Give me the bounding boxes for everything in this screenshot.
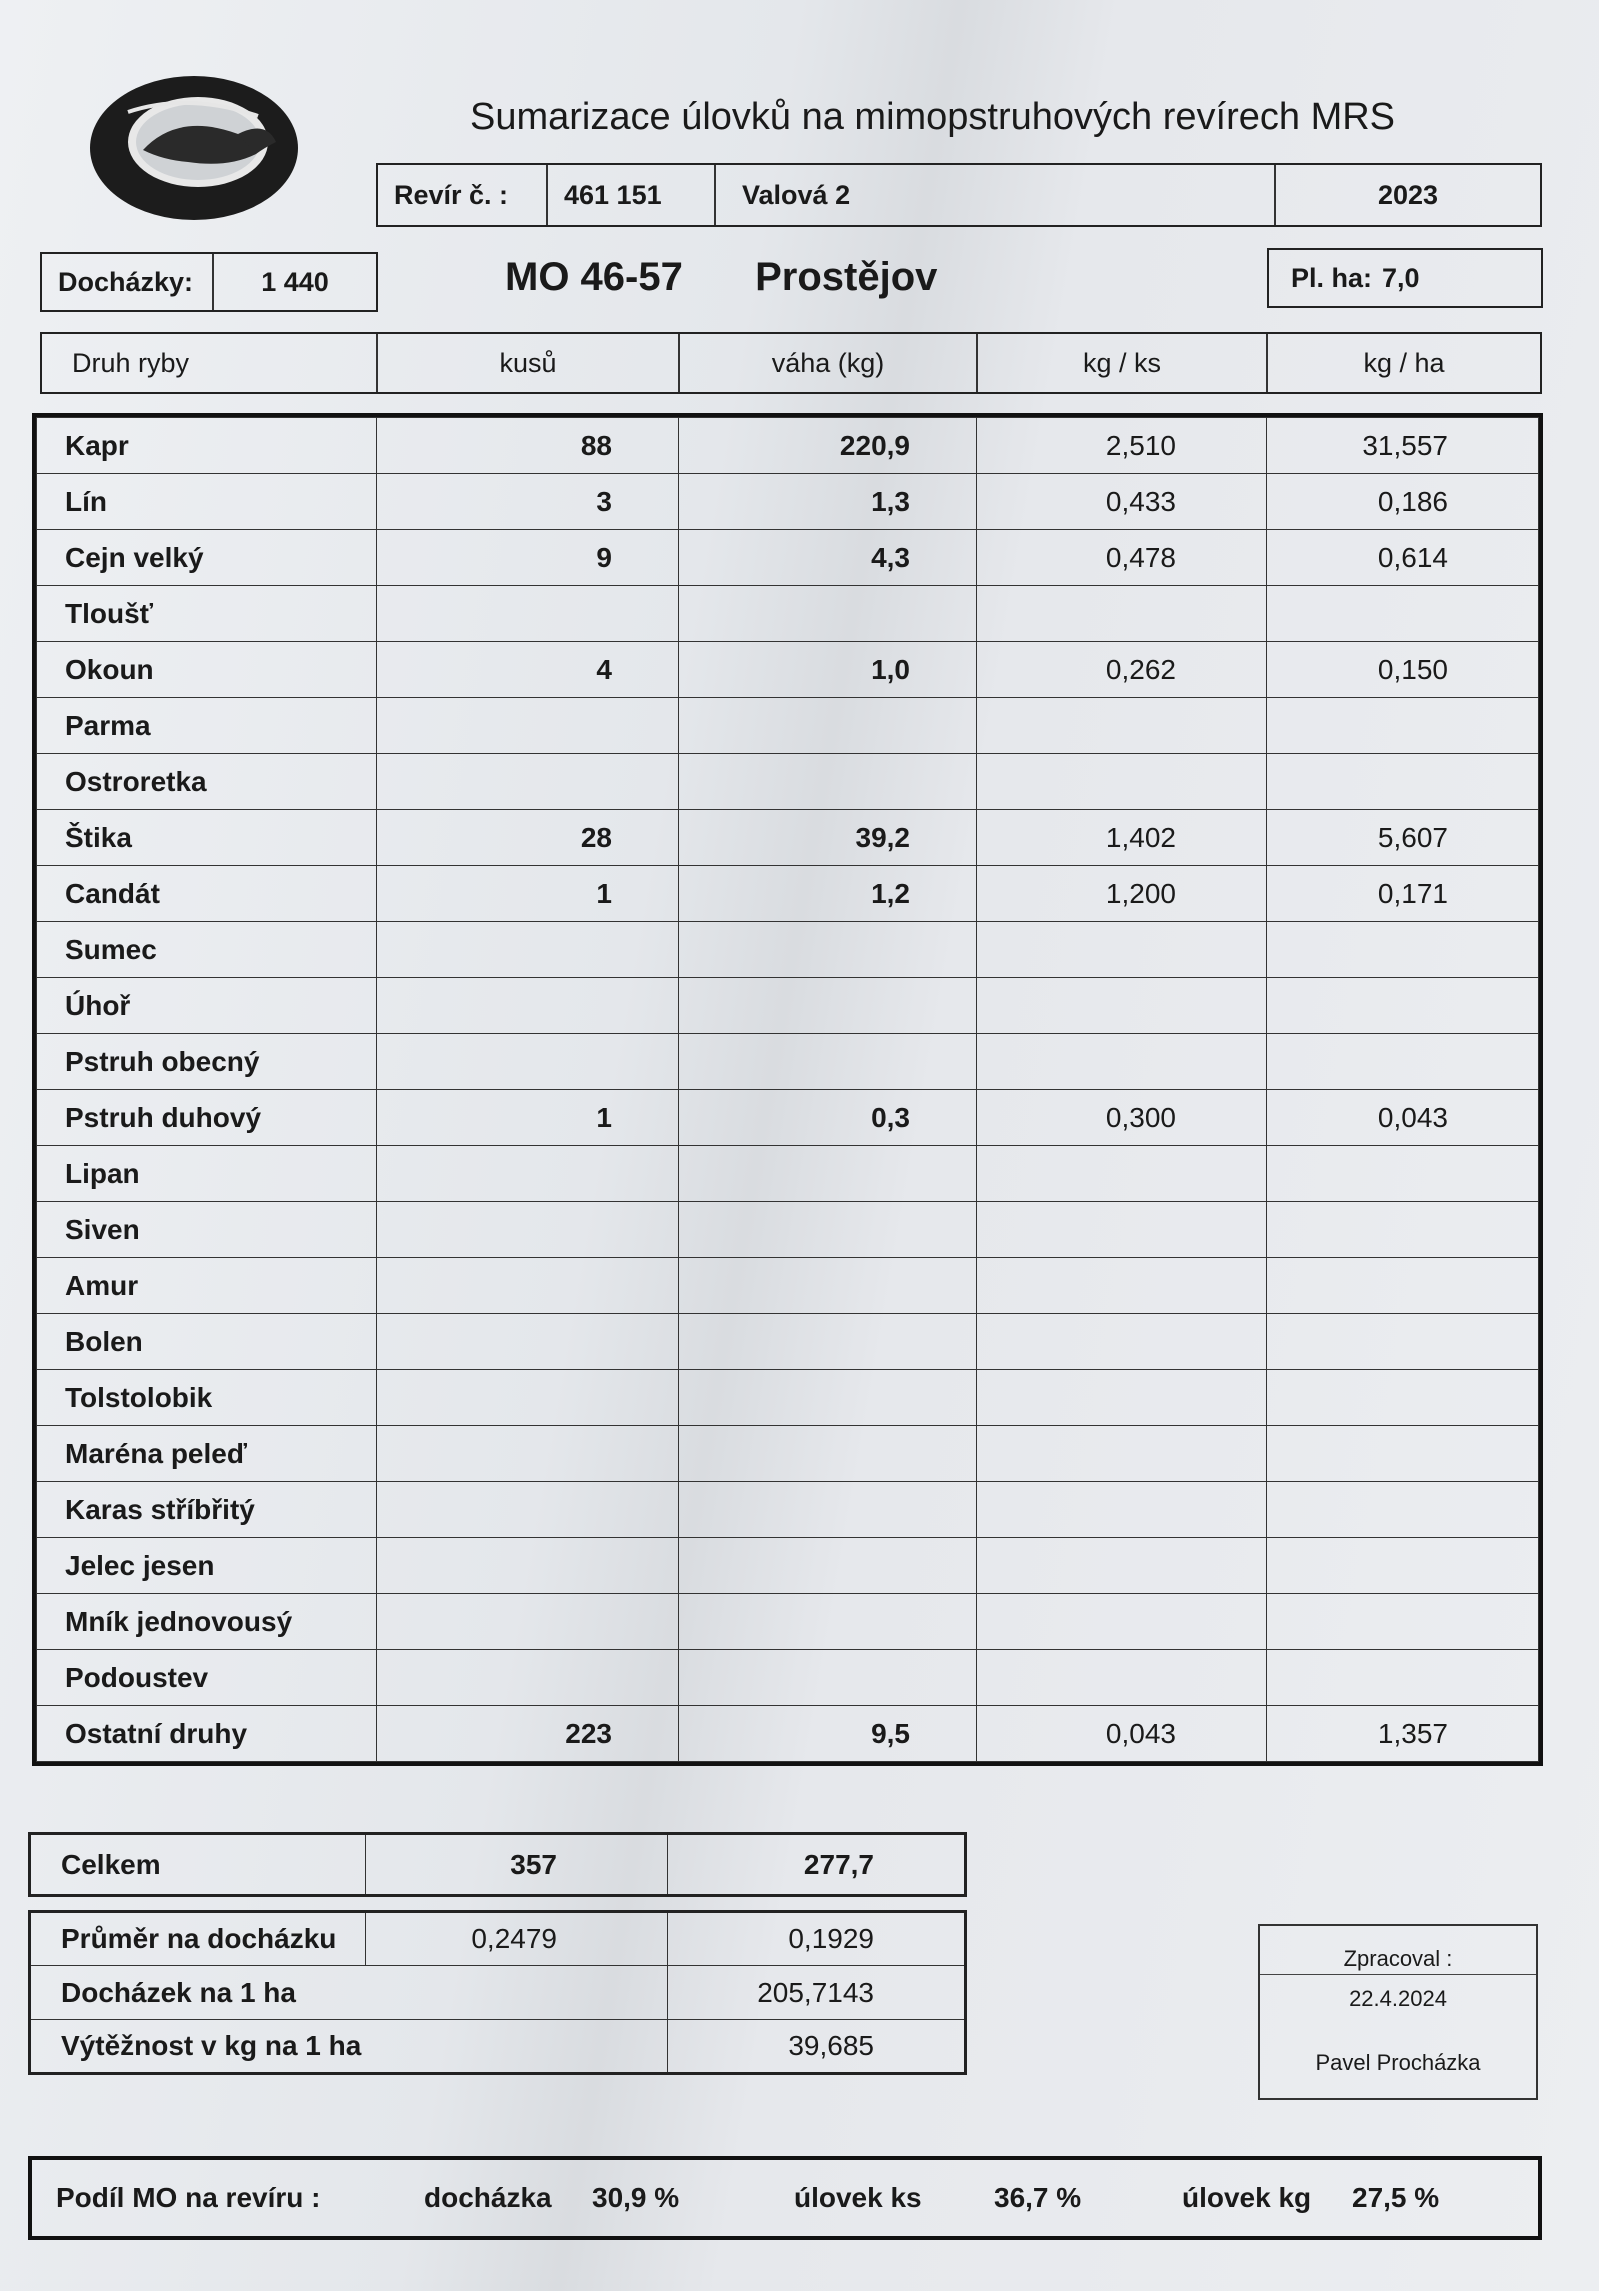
fish-name: Lipan: [37, 1146, 377, 1202]
table-row: [37, 922, 1539, 978]
podil-box: [28, 2156, 1542, 2240]
prumer-vaha: 0,1929: [668, 1912, 966, 1966]
vaha-cell: [679, 1650, 977, 1706]
kgha-cell: [1267, 1146, 1539, 1202]
fish-name: Lín: [37, 474, 377, 530]
kusu-cell: [377, 978, 679, 1034]
kgha-cell: [1267, 1482, 1539, 1538]
vaha-cell: [679, 1146, 977, 1202]
document-title: Sumarizace úlovků na mimopstruhových revírech MRS: [470, 96, 1396, 138]
kgks-cell: 0,262: [977, 642, 1267, 698]
table-row: [37, 474, 1539, 530]
kgks-cell: [977, 698, 1267, 754]
table-row: [37, 1706, 1539, 1762]
kgks-cell: [977, 1202, 1267, 1258]
dochazek-ha-row: [30, 1966, 966, 2020]
vytoznost-value: 39,685: [668, 2020, 966, 2074]
table-row: [37, 978, 1539, 1034]
kgks-cell: [977, 1594, 1267, 1650]
kgks-cell: 0,433: [977, 474, 1267, 530]
fish-name: Ostatní druhy: [37, 1706, 377, 1762]
fish-name: Štika: [37, 810, 377, 866]
kgha-cell: [1267, 1258, 1539, 1314]
revir-number: 461 151: [548, 165, 716, 225]
celkem-frame: [28, 1832, 967, 1897]
kgks-cell: [977, 978, 1267, 1034]
kgha-cell: 0,171: [1267, 866, 1539, 922]
kgha-cell: 5,607: [1267, 810, 1539, 866]
col-kusu: kusů: [378, 334, 680, 392]
kgks-cell: [977, 1370, 1267, 1426]
kgha-cell: [1267, 978, 1539, 1034]
vaha-cell: [679, 586, 977, 642]
zpracoval-label: Zpracoval :: [1343, 1946, 1453, 1971]
catch-table-frame: [32, 413, 1543, 1766]
zpracoval-box: [1258, 1924, 1538, 2100]
revir-name: Valová 2: [716, 165, 1276, 225]
kusu-cell: [377, 1202, 679, 1258]
kusu-cell: [377, 1370, 679, 1426]
col-kgha: kg / ha: [1363, 347, 1445, 378]
vaha-cell: 39,2: [679, 810, 977, 866]
kgks-cell: [977, 1146, 1267, 1202]
kgha-cell: [1267, 1314, 1539, 1370]
kgks-cell: 1,200: [977, 866, 1267, 922]
dochazek-ha-label: Docházek na 1 ha: [30, 1966, 668, 2020]
table-row: [37, 1370, 1539, 1426]
kusu-cell: 9: [377, 530, 679, 586]
dochazek-ha-value: 205,7143: [668, 1966, 966, 2020]
table-row: [37, 1034, 1539, 1090]
table-row: [37, 810, 1539, 866]
kusu-cell: [377, 1258, 679, 1314]
table-row: [37, 866, 1539, 922]
vaha-cell: [679, 922, 977, 978]
kgha-cell: [1267, 586, 1539, 642]
dochazky-label: Docházky:: [42, 254, 214, 310]
kusu-cell: 1: [377, 866, 679, 922]
dochazky-box: [40, 252, 378, 312]
podil-dochazka-label: docházka: [424, 2182, 552, 2213]
kgks-cell: [977, 922, 1267, 978]
kusu-cell: 1: [377, 1090, 679, 1146]
kgha-cell: 0,614: [1267, 530, 1539, 586]
fish-name: Candát: [37, 866, 377, 922]
kgks-cell: 2,510: [977, 418, 1267, 474]
table-row: [37, 1594, 1539, 1650]
vaha-cell: 0,3: [679, 1090, 977, 1146]
kgks-cell: 1,402: [977, 810, 1267, 866]
vaha-cell: [679, 978, 977, 1034]
table-row: [37, 418, 1539, 474]
fish-name: Tloušť: [37, 586, 377, 642]
kgks-cell: [977, 1258, 1267, 1314]
kgks-cell: [977, 1426, 1267, 1482]
vaha-cell: 1,3: [679, 474, 977, 530]
vaha-cell: 4,3: [679, 530, 977, 586]
vaha-cell: 9,5: [679, 1706, 977, 1762]
kusu-cell: 4: [377, 642, 679, 698]
kusu-cell: [377, 1426, 679, 1482]
kgha-cell: 0,186: [1267, 474, 1539, 530]
table-row: [37, 1538, 1539, 1594]
table-row: [37, 586, 1539, 642]
column-headers: [40, 332, 1542, 394]
fish-name: Ostroretka: [37, 754, 377, 810]
vytoznost-label: Výtěžnost v kg na 1 ha: [30, 2020, 668, 2074]
fish-name: Podoustev: [37, 1650, 377, 1706]
zpracoval-name: Pavel Procházka: [1315, 2050, 1481, 2075]
stats-frame: [28, 1910, 967, 2075]
fish-name: Karas stříbřitý: [37, 1482, 377, 1538]
kusu-cell: [377, 1482, 679, 1538]
kusu-cell: 88: [377, 418, 679, 474]
kgks-cell: 0,300: [977, 1090, 1267, 1146]
fish-name: Siven: [37, 1202, 377, 1258]
table-row: [37, 1314, 1539, 1370]
fish-name: Sumec: [37, 922, 377, 978]
dochazky-value: 1 440: [261, 266, 329, 297]
vaha-cell: [679, 1034, 977, 1090]
celkem-kusu: 357: [366, 1834, 668, 1896]
kgks-cell: [977, 586, 1267, 642]
col-druh: Druh ryby: [42, 334, 378, 392]
vaha-cell: [679, 1314, 977, 1370]
table-row: [37, 642, 1539, 698]
kusu-cell: [377, 922, 679, 978]
vytoznost-row: [30, 2020, 966, 2074]
vaha-cell: [679, 698, 977, 754]
kusu-cell: [377, 1034, 679, 1090]
fish-emblem-icon: [88, 72, 300, 224]
kusu-cell: [377, 754, 679, 810]
kgks-cell: 0,478: [977, 530, 1267, 586]
podil-ulovek-ks-value: 36,7 %: [994, 2182, 1082, 2213]
podil-ulovek-kg-value: 27,5 %: [1352, 2182, 1440, 2213]
plocha-box: [1267, 248, 1543, 308]
celkem-vaha: 277,7: [668, 1834, 966, 1896]
kusu-cell: [377, 1314, 679, 1370]
table-row: [37, 530, 1539, 586]
kgha-cell: [1267, 1538, 1539, 1594]
fish-name: Maréna peleď: [37, 1426, 377, 1482]
fish-name: Bolen: [37, 1314, 377, 1370]
year: 2023: [1377, 179, 1439, 210]
fish-name: Úhoř: [37, 978, 377, 1034]
table-row: [37, 1202, 1539, 1258]
kgha-cell: [1267, 1426, 1539, 1482]
kusu-cell: 223: [377, 1706, 679, 1762]
vaha-cell: 1,2: [679, 866, 977, 922]
catch-table: [36, 417, 1539, 1762]
celkem-table: [28, 1832, 967, 1897]
table-row: [37, 1426, 1539, 1482]
vaha-cell: [679, 754, 977, 810]
kgha-cell: [1267, 1202, 1539, 1258]
celkem-row: [30, 1834, 966, 1896]
prumer-kusu: 0,2479: [366, 1912, 668, 1966]
kgha-cell: [1267, 1034, 1539, 1090]
table-row: [37, 1258, 1539, 1314]
kgha-cell: [1267, 754, 1539, 810]
fish-name: Parma: [37, 698, 377, 754]
vaha-cell: 1,0: [679, 642, 977, 698]
kgha-cell: 0,043: [1267, 1090, 1539, 1146]
table-row: [37, 1482, 1539, 1538]
vaha-cell: [679, 1426, 977, 1482]
kusu-cell: [377, 698, 679, 754]
vaha-cell: [679, 1258, 977, 1314]
podil-dochazka-value: 30,9 %: [592, 2182, 680, 2213]
kgks-cell: [977, 1314, 1267, 1370]
kgha-cell: [1267, 1650, 1539, 1706]
revir-label: Revír č. :: [378, 165, 548, 225]
col-vaha: váha (kg): [680, 334, 978, 392]
table-row: [37, 1090, 1539, 1146]
table-row: [37, 698, 1539, 754]
fish-name: Cejn velký: [37, 530, 377, 586]
table-row: [37, 754, 1539, 810]
fish-name: Kapr: [37, 418, 377, 474]
kusu-cell: [377, 586, 679, 642]
kgks-cell: [977, 1482, 1267, 1538]
fish-name: Tolstolobik: [37, 1370, 377, 1426]
vaha-cell: [679, 1594, 977, 1650]
kgks-cell: 0,043: [977, 1706, 1267, 1762]
col-kgks: kg / ks: [978, 334, 1268, 392]
fish-name: Amur: [37, 1258, 377, 1314]
fish-name: Jelec jesen: [37, 1538, 377, 1594]
mo-city: Prostějov: [755, 255, 938, 299]
kusu-cell: [377, 1538, 679, 1594]
kgha-cell: [1267, 922, 1539, 978]
kgks-cell: [977, 1538, 1267, 1594]
kusu-cell: 3: [377, 474, 679, 530]
kgha-cell: 0,150: [1267, 642, 1539, 698]
prumer-row: [30, 1912, 966, 1966]
fish-name: Pstruh duhový: [37, 1090, 377, 1146]
stats-table: [28, 1910, 967, 2075]
kusu-cell: 28: [377, 810, 679, 866]
celkem-label: Celkem: [30, 1834, 366, 1896]
plocha-label: Pl. ha:: [1291, 262, 1373, 293]
vaha-cell: [679, 1370, 977, 1426]
kusu-cell: [377, 1594, 679, 1650]
kgks-cell: [977, 754, 1267, 810]
podil-ulovek-kg-label: úlovek kg: [1182, 2182, 1312, 2213]
table-row: [37, 1146, 1539, 1202]
kusu-cell: [377, 1146, 679, 1202]
zpracoval-date: 22.4.2024: [1349, 1986, 1447, 2011]
podil-ulovek-ks-label: úlovek ks: [794, 2182, 922, 2213]
mo-code: MO 46-57: [505, 255, 683, 299]
vaha-cell: [679, 1538, 977, 1594]
kusu-cell: [377, 1650, 679, 1706]
revir-header: [376, 163, 1542, 227]
kgha-cell: 31,557: [1267, 418, 1539, 474]
prumer-label: Průměr na docházku: [30, 1912, 366, 1966]
podil-label: Podíl MO na revíru :: [56, 2182, 321, 2213]
kgha-cell: [1267, 1370, 1539, 1426]
fish-name: Pstruh obecný: [37, 1034, 377, 1090]
fish-name: Okoun: [37, 642, 377, 698]
table-row: [37, 1650, 1539, 1706]
fish-name: Mník jednovousý: [37, 1594, 377, 1650]
plocha-value: 7,0: [1382, 262, 1420, 293]
mo-heading: [505, 255, 937, 300]
vaha-cell: [679, 1482, 977, 1538]
kgha-cell: 1,357: [1267, 1706, 1539, 1762]
vaha-cell: [679, 1202, 977, 1258]
kgks-cell: [977, 1650, 1267, 1706]
kgks-cell: [977, 1034, 1267, 1090]
vaha-cell: 220,9: [679, 418, 977, 474]
kgha-cell: [1267, 698, 1539, 754]
kgha-cell: [1267, 1594, 1539, 1650]
